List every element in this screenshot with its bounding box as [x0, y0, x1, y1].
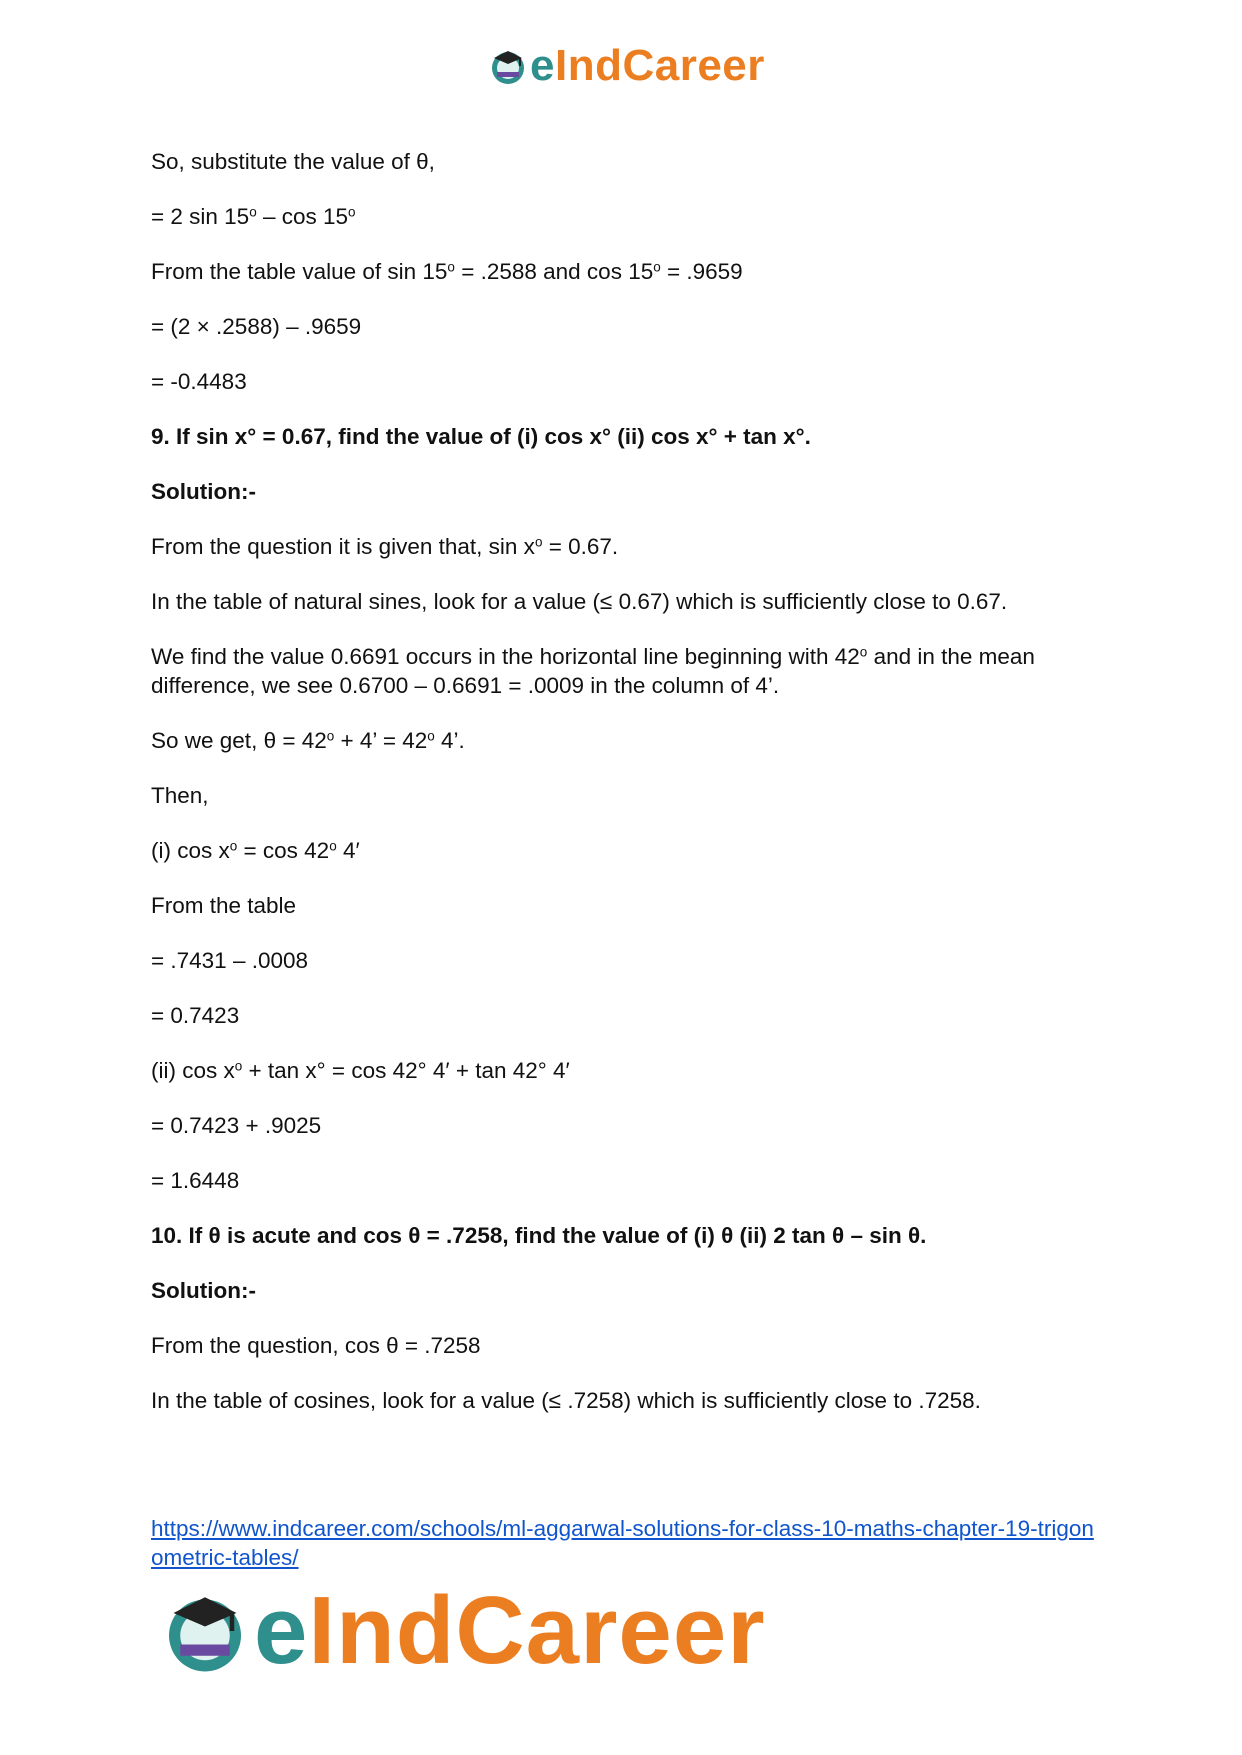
line-natural-sines: In the table of natural sines, look for a value (≤ 0.67) which is sufficiently close to 0.67. [151, 589, 1008, 614]
line-given: From the question it is given that, $\sin x^o = 0.67$. [151, 534, 619, 559]
line-cos-result: = 0.7423 [151, 1003, 240, 1028]
graduation-cap-emblem-icon [160, 1586, 250, 1676]
line-result: = -0.4483 [151, 369, 247, 394]
line-compute: = (2 × .2588) – .9659 [151, 314, 362, 339]
line-theta: So we get, $\theta = 42^o + 4$’ = $42^o$ 4’. [151, 728, 465, 753]
line-table-values: From the table value of $\sin 15^o = .2588$ and $\cos 15^o = .9659$ [151, 259, 743, 284]
line-then: Then, [151, 783, 209, 808]
document-body [151, 147, 1101, 1441]
footer-logo [160, 1577, 766, 1684]
solution-heading-10: Solution:- [151, 1278, 256, 1303]
line-cos-x: (i) $\cos x^o = \cos 42^o$ 4′ [151, 838, 360, 863]
line-from-table: From the table [151, 893, 297, 918]
line-table-cosines: In the table of cosines, look for a value (≤ .7258) which is sufficiently close to .7258. [151, 1388, 981, 1413]
line-cos-plus-tan: (ii) $\cos x^o + \tan x^\circ = \cos 42^\circ$ 4′ + tan 42° 4′ [151, 1058, 570, 1083]
line-substitute: So, substitute the value of θ, [151, 149, 435, 174]
line-sum-result: = 1.6448 [151, 1168, 240, 1193]
solution-heading-9: Solution:- [151, 479, 256, 504]
question-9: 9. If sin x° = 0.67, find the value of (i) cos x° (ii) cos x° + tan x°. [151, 424, 811, 449]
line-expression: = 2 sin 15$^o$ – cos 15$^o$ [151, 204, 356, 229]
line-sum: = 0.7423 + .9025 [151, 1113, 322, 1138]
line-subtract: = .7431 – .0008 [151, 948, 309, 973]
header-brand-text: eIndCareer [530, 41, 765, 90]
question-10: 10. If θ is acute and cos θ = .7258, find the value of (i) θ (ii) 2 tan θ – sin θ. [151, 1223, 927, 1248]
source-link[interactable]: https://www.indcareer.com/schools/ml-aggarwal-solutions-for-class-10-maths-chapter-19-trigonometric-tables/ [151, 1516, 1094, 1570]
line-find-value: We find the value 0.6691 occurs in the horizontal line beginning with 42$^o$ and in the mean difference, we see 0.6700 – 0.6691 = .0009 in the column of 4’. [151, 644, 1035, 698]
graduation-cap-emblem-icon [488, 46, 528, 86]
header-logo [488, 41, 765, 90]
footer-brand-text: eIndCareer [254, 1577, 766, 1684]
line-cos-given: From the question, cos θ = .7258 [151, 1333, 481, 1358]
